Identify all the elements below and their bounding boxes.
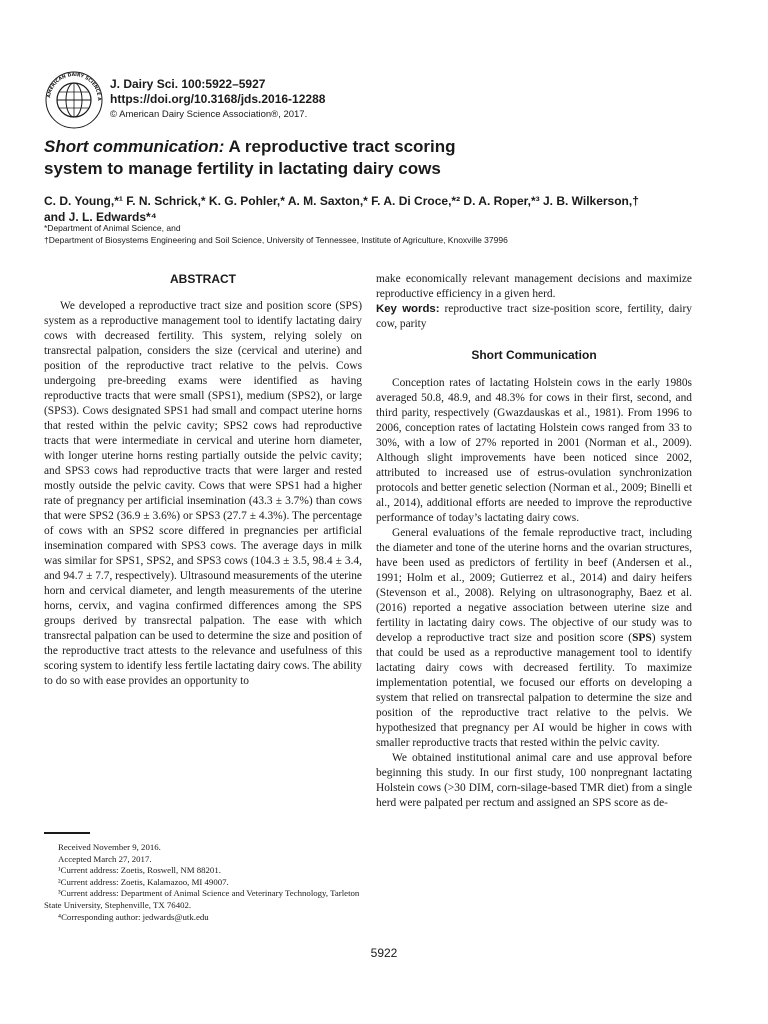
authors-line-2: and J. L. Edwards*⁴ (44, 210, 157, 224)
footnote-divider (44, 832, 90, 834)
body-paragraph-2-start: General evaluations of the female reproductive tract, including the diameter and tone of the uterine horns and the ovarian structures, have been used as predictors of fertility in beef (Andersen et al., 1991; Holm et al., 2009; Gutierrez et al., 2014) and dairy heifers (Stevenson et al., 2008). Relying on ultrasonography, Baez et al. (2016) reported a negative association between uterine size and fertility in lactating dairy cows. The objective of our study was to develop a reproductive tract size and position score ( (376, 527, 692, 644)
journal-reference: J. Dairy Sci. 100:5922–5927 (110, 77, 266, 91)
title-line-1: A reproductive tract scoring (228, 137, 456, 156)
author-list (44, 193, 724, 225)
body-paragraph-2-end: ) system that could be used as a reproductive management tool to identify lactating dairy cows with decreased fertility. To maximize implementation potential, we focused our efforts on developing a system that relied on transrectal palpation to determine the size and position of the reproductive tract relative to the pelvis. We hypothesized that pregnancy per AI would be higher in cows with smaller reproductive tracts that rested within the pelvic cavity. (376, 632, 692, 749)
affiliation-2: †Department of Biosystems Engineering and Soil Science, University of Tennessee, Institute of Agriculture, Knoxville 37996 (44, 235, 508, 245)
keywords-text: reproductive tract size-position score, fertility, dairy cow, parity (376, 303, 692, 330)
keywords (376, 302, 692, 332)
ads-association-logo (44, 70, 104, 130)
copyright-notice: © American Dairy Science Association®, 2017. (110, 109, 308, 120)
body-paragraph-3: We obtained institutional animal care and use approval before beginning this study. In our first study, 100 nonpregnant lactating Holstein cows (>30 DIM, corn-silage-based TMR diet) from a single herd were palpated per rectum and assigned an SPS score as de- (376, 752, 692, 809)
footnotes (44, 842, 362, 923)
abstract-column (44, 272, 362, 689)
abstract-heading: ABSTRACT (170, 272, 236, 286)
received-date: Received November 9, 2016. (58, 842, 161, 852)
abstract-text: We developed a reproductive tract size and position score (SPS) system as a reproductive management tool to identify lactating dairy cows with decreased fertility. This system, relying solely on transrectal palpation, considers the size (cervical and uterine) and position of the reproductive tract relative to the pelvis. Cows undergoing pre-breeding exams were identified as having reproductive tracts that were small (SPS1), medium (SPS2), or large (SPS3). Cows designated SPS1 had small and compact uterine horns that rested within the pelvic cavity; SPS2 cows had reproductive tracts that were intermediate in cervical and uterine horn diameter, with longer uterine horns resting partially outside the pelvic cavity; and SPS3 cows had reproductive tracts that were larger and rested mostly outside the pelvic cavity. Cows that were SPS1 had a higher rate of pregnancy per artificial insemination (43.3 ± 3.7%) than cows that were SPS2 (36.9 ± 3.6%) or SPS3 (27.7 ± 4.3%). The percentage of cows with an SPS2 score differed in pregnancies per artificial insemination compared with SPS3 cows. The average days in milk was similar for SPS1, SPS2, and SPS3 cows (104.3 ± 3.5, 98.4 ± 3.4, and 94.7 ± 7.7, respectively). Ultrasound measurements of the uterine horn and cervical diameter, and length measurements of the uterine horns, cervix, and vagina confirmed differences among the SPS groups derived by transrectal palpation. The ease with which transrectal palpation can be used to determine the size and position of the reproductive tract attests to the relevance and usefulness of this scoring system to identify less fertile lactating dairy cows. The ability to do so with ease provides an opportunity to (44, 300, 362, 687)
footnote-2: ²Current address: Zoetis, Kalamazoo, MI 49007. (58, 876, 229, 887)
title-line-2: system to manage fertility in lactating dairy cows (44, 159, 441, 178)
affiliation-1: *Department of Animal Science, and (44, 223, 181, 233)
affiliations (44, 222, 724, 246)
title-prefix: Short communication: (44, 137, 225, 156)
body-paragraph-1: Conception rates of lactating Holstein cows in the early 1980s averaged 50.8, 48.9, and 48.3% for cows in their first, second, and third parity, respectively (Gwazdauskas et al., 1981). From 1996 to 2006, conception rates of lactating Holstein cows ranged from 33 to 30%, with a low of 27% reported in 2001 (Norman et al., 2009). Although slight improvements have been noticed since 2002, attributed to increased use of estrus-ovulation synchronization protocols and better genetic selection (Norman et al., 2009; Binelli et al., 2014), additional efforts are needed to improve the reproductive performance of today’s lactating dairy cows. (376, 377, 692, 524)
footnote-3: ³Current address: Department of Animal Science and Veterinary Technology, Tarleton State University, Stephenville, TX 76402. (44, 888, 360, 910)
footnote-1: ¹Current address: Zoetis, Roswell, NM 88201. (58, 865, 221, 876)
section-heading: Short Communication (471, 348, 597, 362)
page-number: 5922 (370, 946, 398, 960)
body-paragraph-2 (376, 526, 692, 751)
sps-abbreviation: SPS (632, 632, 652, 644)
article-title (44, 136, 724, 180)
abstract-continuation: make economically relevant management decisions and maximize reproductive efficiency in a given herd. (376, 273, 692, 300)
body-column (376, 272, 692, 811)
doi-link[interactable]: https://doi.org/10.3168/jds.2016-12288 (110, 92, 326, 106)
accepted-date: Accepted March 27, 2017. (58, 853, 152, 864)
keywords-label: Key words: (376, 303, 440, 315)
svg-text:AMERICAN DAIRY SCIENCE ASSOCIA: AMERICAN DAIRY SCIENCE A (47, 72, 102, 101)
journal-info (110, 77, 325, 122)
authors-line-1: C. D. Young,*¹ F. N. Schrick,* K. G. Pohler,* A. M. Saxton,* F. A. Di Croce,*² D. A. Roper,*³ J. B. Wilkerson,† (44, 194, 639, 208)
footnote-4: ⁴Corresponding author: jedwards@utk.edu (58, 911, 209, 922)
